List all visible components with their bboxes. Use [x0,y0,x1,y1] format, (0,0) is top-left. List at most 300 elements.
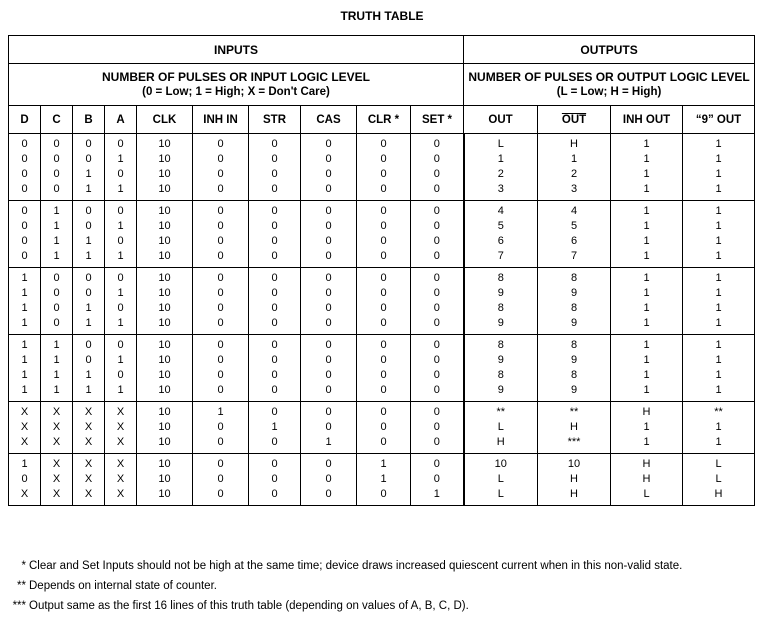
col-header-inh-in: INH IN [193,106,249,134]
cell-value: 0 [380,235,387,247]
cell-out [464,402,538,454]
cell-inh-out [611,268,683,335]
cell-value: 1 [643,384,650,396]
cell-value: 1 [715,220,722,232]
inputs-description-legend: (0 = Low; 1 = High; X = Don't Care) [142,85,330,98]
cell-value: 0 [21,168,28,180]
cell-value: 0 [380,369,387,381]
cell-value: 1 [21,272,28,284]
cell-value: 0 [117,235,124,247]
cell-value: 1 [715,205,722,217]
cell-value: 1 [85,168,92,180]
cell-value: 0 [325,287,332,299]
cell-value: 10 [158,220,171,232]
cell-value: 1 [715,168,722,180]
cell-value: 0 [217,421,224,433]
col-header-b: B [73,106,105,134]
cell-b [73,201,105,268]
cell-value: 0 [325,235,332,247]
cell-value: 0 [433,138,440,150]
cell-value: 1 [643,339,650,351]
cell-value: 1 [117,153,124,165]
cell-b [73,454,105,506]
cell-value: 0 [217,339,224,351]
cell-clk [137,335,193,402]
cell-str [249,201,301,268]
cell-value: 0 [117,205,124,217]
cell-value: L [715,473,722,485]
cell-value: 0 [53,272,60,284]
cell-d [9,335,41,402]
cell-value: 1 [715,272,722,284]
cell-value: 1 [271,421,278,433]
cell-value: 1 [117,384,124,396]
cell-value: 1 [21,317,28,329]
cell-value: 1 [715,302,722,314]
cell-value: 0 [380,138,387,150]
cell-value: 9 [570,354,578,366]
table-row [9,335,755,402]
cell-value: 0 [21,138,28,150]
cell-out-bar [538,454,611,506]
cell-cas [301,335,357,402]
cell-value: 0 [85,272,92,284]
cell-value: 10 [158,384,171,396]
cell-value: 1 [117,220,124,232]
cell-value: 1 [53,369,60,381]
cell-value: 9 [570,384,578,396]
cell-set [411,268,464,335]
cell-value: X [20,436,29,448]
cell-a [105,268,137,335]
col-header-c: C [41,106,73,134]
cell-cas [301,268,357,335]
cell-value: 10 [158,153,171,165]
cell-value: X [52,406,61,418]
cell-value: 10 [494,458,507,470]
cell-value: ** [714,406,723,418]
cell-value: 0 [21,183,28,195]
cell-value: H [570,488,578,500]
cell-value: 0 [433,287,440,299]
cell-clk [137,268,193,335]
cell-value: 3 [570,183,578,195]
cell-value: 1 [325,436,332,448]
cell-value: 1 [21,458,28,470]
cell-c [41,454,73,506]
cell-value: 0 [380,354,387,366]
cell-str [249,134,301,201]
cell-value: 0 [217,168,224,180]
cell-inh-in [193,335,249,402]
cell-value: 0 [325,384,332,396]
cell-value: L [497,138,504,150]
cell-out [464,268,538,335]
cell-value: 0 [217,153,224,165]
cell-value: 1 [643,436,650,448]
cell-value: 1 [570,153,578,165]
cell-value: 0 [217,317,224,329]
cell-value: 8 [497,272,504,284]
col-header-cas: CAS [301,106,357,134]
cell-value: X [20,421,29,433]
cell-value: 0 [325,302,332,314]
cell-set [411,454,464,506]
cell-nine-out [683,335,755,402]
cell-value: 0 [85,354,92,366]
cell-value: 0 [433,220,440,232]
cell-value: X [52,473,61,485]
cell-value: 1 [643,354,650,366]
cell-clk [137,454,193,506]
cell-value: 1 [643,369,650,381]
cell-value: 0 [433,250,440,262]
cell-value: 0 [271,153,278,165]
cell-out-bar [538,268,611,335]
cell-value: 0 [217,302,224,314]
cell-value: 1 [715,317,722,329]
cell-value: 6 [497,235,504,247]
cell-value: 0 [217,235,224,247]
cell-clk [137,134,193,201]
cell-a [105,201,137,268]
cell-value: 0 [21,235,28,247]
cell-out-bar [538,335,611,402]
cell-value: 1 [643,168,650,180]
truth-table [8,35,755,506]
cell-value: 1 [117,287,124,299]
cell-value: 0 [217,220,224,232]
cell-value: 10 [158,339,171,351]
inputs-header: INPUTS [9,36,464,64]
cell-value: X [52,458,61,470]
cell-str [249,402,301,454]
cell-value: 0 [433,339,440,351]
cell-c [41,402,73,454]
cell-value: 10 [158,369,171,381]
cell-value: 1 [643,250,650,262]
cell-clr [357,134,411,201]
cell-value: 8 [570,369,578,381]
footnote [9,556,682,576]
cell-value: 0 [325,153,332,165]
cell-value: 0 [21,220,28,232]
cell-value: 1 [380,473,387,485]
cell-value: 0 [380,436,387,448]
cell-value: X [52,488,61,500]
outputs-description [464,64,755,106]
cell-nine-out [683,201,755,268]
cell-value: 0 [117,138,124,150]
cell-value: 0 [380,287,387,299]
table-row [9,268,755,335]
cell-value: 0 [217,183,224,195]
cell-value: 10 [158,168,171,180]
cell-value: 1 [85,250,92,262]
cell-value: 8 [570,272,578,284]
footnote [9,596,682,616]
cell-inh-out [611,335,683,402]
cell-c [41,335,73,402]
cell-value: 0 [433,302,440,314]
cell-value: 10 [158,287,171,299]
cell-value: X [84,436,93,448]
cell-value: 0 [433,205,440,217]
cell-value: 1 [643,302,650,314]
cell-value: 0 [217,384,224,396]
col-header-nine-out: “9” OUT [683,106,755,134]
cell-value: 1 [85,317,92,329]
cell-value: 0 [85,205,92,217]
cell-value: 0 [271,138,278,150]
cell-value: 1 [715,138,722,150]
footnote-mark: *** [12,600,26,612]
inputs-description [9,64,464,106]
cell-inh-out [611,134,683,201]
col-header-out: OUT [464,106,538,134]
cell-value: 4 [570,205,578,217]
inputs-description-title: NUMBER OF PULSES OR INPUT LOGIC LEVEL [102,69,371,84]
cell-value: 1 [497,153,504,165]
table-title: TRUTH TABLE [340,9,424,23]
cell-value: 0 [117,168,124,180]
table-row [9,201,755,268]
cell-cas [301,402,357,454]
cell-value: 0 [271,354,278,366]
cell-value: 0 [325,473,332,485]
cell-b [73,268,105,335]
cell-value: X [84,421,93,433]
cell-value: 0 [117,272,124,284]
cell-value: 0 [21,473,28,485]
cell-value: 1 [715,369,722,381]
table-row [9,134,755,201]
cell-value: 1 [715,153,722,165]
cell-value: 0 [271,339,278,351]
cell-out [464,201,538,268]
cell-d [9,268,41,335]
cell-value: 8 [570,339,578,351]
col-header-clk: CLK [137,106,193,134]
cell-value: 1 [643,183,650,195]
cell-value: 0 [53,183,60,195]
cell-c [41,134,73,201]
cell-value: 0 [271,458,278,470]
col-header-a: A [105,106,137,134]
cell-value: 1 [53,205,60,217]
cell-value: X [52,436,61,448]
cell-value: 0 [53,317,60,329]
cell-value: 0 [325,369,332,381]
cell-value: 3 [497,183,504,195]
cell-value: 10 [158,406,171,418]
cell-value: ** [569,406,579,418]
cell-value: 0 [325,250,332,262]
cell-clk [137,201,193,268]
cell-value: 0 [85,220,92,232]
cell-d [9,402,41,454]
cell-value: 0 [380,488,387,500]
cell-nine-out [683,454,755,506]
cell-value: H [642,473,651,485]
cell-value: 1 [21,369,28,381]
cell-value: H [714,488,723,500]
cell-value: 1 [715,384,722,396]
cell-value: 10 [158,302,171,314]
cell-value: 0 [271,250,278,262]
cell-value: X [116,406,125,418]
cell-value: 1 [21,287,28,299]
col-header-inh-out: INH OUT [611,106,683,134]
cell-value: 1 [380,458,387,470]
cell-value: 0 [380,317,387,329]
footnote-mark: * [21,560,26,572]
cell-out [464,134,538,201]
cell-str [249,335,301,402]
cell-value: 0 [325,168,332,180]
cell-value: 8 [497,339,504,351]
cell-b [73,134,105,201]
outputs-header: OUTPUTS [464,36,755,64]
cell-out-bar [538,134,611,201]
cell-value: 0 [271,183,278,195]
footnote-mark: ** [17,580,26,592]
cell-value: 0 [380,302,387,314]
cell-value: 0 [217,287,224,299]
cell-value: 10 [158,488,171,500]
cell-value: X [84,473,93,485]
cell-value: 0 [433,317,440,329]
cell-value: X [84,406,93,418]
cell-value: 10 [158,235,171,247]
cell-value: 0 [433,153,440,165]
table-row [9,454,755,506]
cell-inh-in [193,201,249,268]
cell-value: 0 [271,473,278,485]
cell-value: 0 [117,369,124,381]
cell-value: L [497,421,504,433]
cell-value: H [570,138,578,150]
cell-value: X [116,421,125,433]
cell-value: 0 [271,436,278,448]
cell-c [41,268,73,335]
cell-value: 0 [21,250,28,262]
cell-value: 10 [567,458,581,470]
cell-value: 0 [271,287,278,299]
cell-clk [137,402,193,454]
cell-value: X [116,436,125,448]
cell-value: 1 [643,272,650,284]
cell-value: 0 [325,421,332,433]
cell-value: 0 [217,250,224,262]
cell-set [411,134,464,201]
cell-value: 0 [271,302,278,314]
cell-value: 0 [433,235,440,247]
cell-value: 1 [53,250,60,262]
cell-value: 10 [158,354,171,366]
cell-value: 1 [85,369,92,381]
cell-d [9,454,41,506]
cell-a [105,134,137,201]
cell-str [249,454,301,506]
col-header-out-bar [538,106,611,134]
cell-value: L [715,458,722,470]
cell-value: 0 [380,250,387,262]
cell-value: L [497,473,504,485]
outputs-description-title: NUMBER OF PULSES OR OUTPUT LOGIC LEVEL [468,69,750,84]
cell-value: 5 [497,220,504,232]
cell-value: 0 [85,138,92,150]
cell-value: 0 [271,317,278,329]
cell-value: 8 [497,369,504,381]
cell-value: 2 [497,168,504,180]
cell-value: 0 [271,205,278,217]
cell-value: 0 [217,354,224,366]
cell-value: 0 [325,488,332,500]
cell-value: 0 [271,220,278,232]
cell-d [9,134,41,201]
cell-value: 10 [158,421,171,433]
cell-value: 10 [158,205,171,217]
cell-nine-out [683,402,755,454]
cell-value: X [52,421,61,433]
cell-value: 0 [433,168,440,180]
cell-out [464,335,538,402]
cell-value: X [84,458,93,470]
cell-value: X [116,458,125,470]
cell-value: 1 [21,339,28,351]
cell-value: 10 [158,183,171,195]
cell-value: 0 [217,205,224,217]
cell-value: 0 [53,302,60,314]
cell-value: 0 [433,473,440,485]
outputs-description-legend: (L = Low; H = High) [556,85,662,98]
cell-value: 0 [217,436,224,448]
cell-value: 1 [21,302,28,314]
cell-value: 1 [53,220,60,232]
cell-value: 0 [217,369,224,381]
cell-clr [357,268,411,335]
cell-value: L [497,488,504,500]
cell-value: 0 [380,168,387,180]
cell-value: 0 [325,272,332,284]
cell-value: 7 [497,250,504,262]
cell-c [41,201,73,268]
cell-value: 9 [570,317,578,329]
cell-value: 1 [715,436,722,448]
cell-value: 0 [271,235,278,247]
cell-inh-in [193,454,249,506]
cell-value: H [642,406,651,418]
cell-b [73,402,105,454]
cell-value: 0 [217,458,224,470]
cell-a [105,335,137,402]
footnote-text: Output same as the first 16 lines of this truth table (depending on values of A, B, C, D). [29,600,469,612]
cell-value: 0 [325,339,332,351]
cell-value: 0 [271,384,278,396]
cell-out-bar [538,402,611,454]
cell-value: 0 [271,272,278,284]
cell-value: 0 [325,458,332,470]
cell-value: 0 [380,220,387,232]
cell-value: 0 [271,406,278,418]
cell-value: 1 [117,183,124,195]
cell-clr [357,454,411,506]
cell-out-bar [538,201,611,268]
col-header-set: SET * [411,106,464,134]
cell-value: 0 [325,205,332,217]
cell-value: 1 [217,406,224,418]
